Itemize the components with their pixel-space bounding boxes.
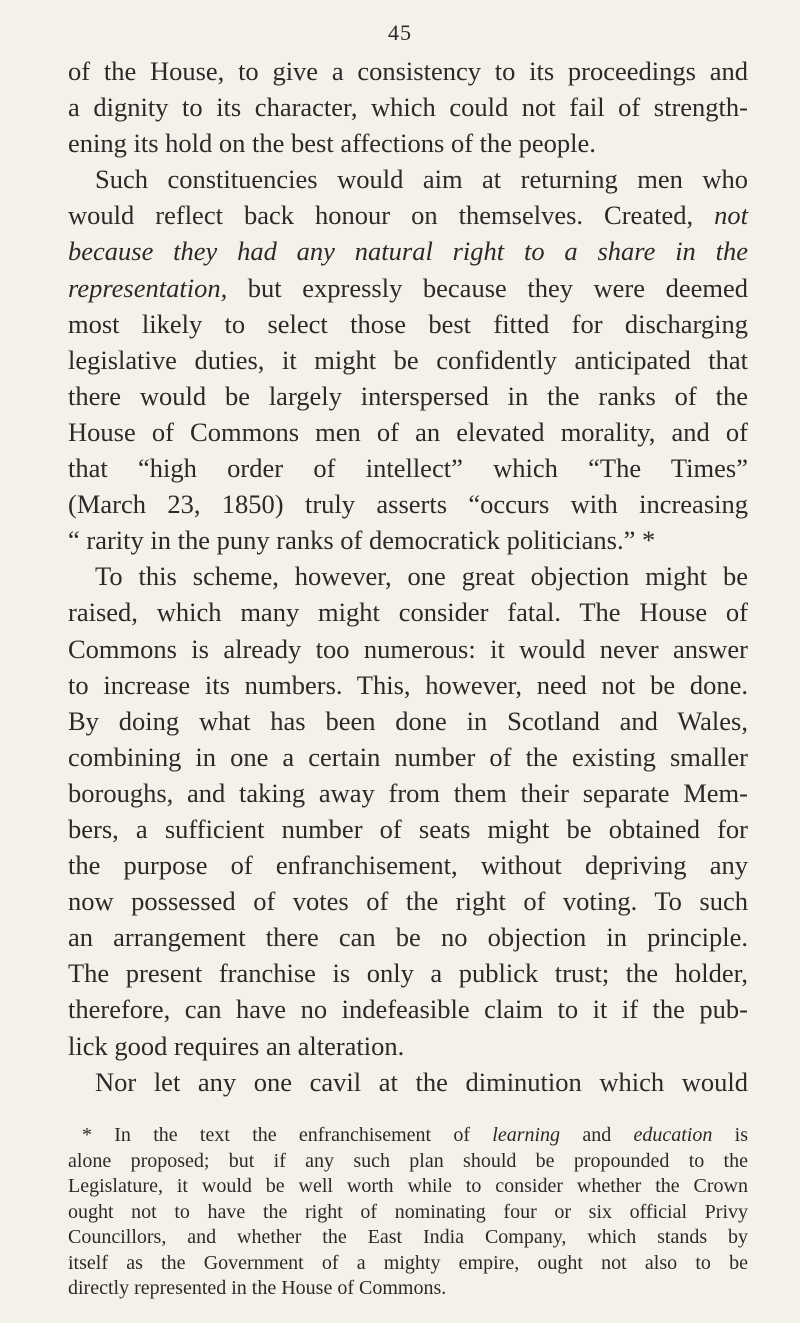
body-text	[68, 53, 748, 1100]
text-line: to increase its numbers. This, however, need not be done.	[68, 669, 748, 700]
text-line: Such constituencies would aim at returning men who	[95, 164, 748, 195]
italic-phrase: learning	[492, 1124, 561, 1146]
text-line: therefore, can have no indefeasible claim to it if the pub-	[68, 994, 748, 1025]
text-line: the purpose of enfranchisement, without depriving any	[68, 850, 748, 881]
footnote	[68, 1123, 748, 1302]
italic-phrase: because they had any natural right to a share in the	[68, 236, 748, 267]
text-line: By doing what has been done in Scotland and Wales,	[68, 705, 748, 736]
text-line: “ rarity in the puny ranks of democratick politicians.” *	[68, 525, 656, 556]
footnote-line: * In the text the enfranchisement of learning and education is	[82, 1124, 748, 1146]
text-line: Commons is already too numerous: it would never answer	[68, 633, 748, 664]
text-line: To this scheme, however, one great objection might be	[95, 561, 748, 592]
italic-phrase: representation,	[68, 272, 228, 303]
text-line: now possessed of votes of the right of voting. To such	[68, 886, 748, 917]
footnote-line: itself as the Government of a mighty empire, ought not also to be	[68, 1251, 748, 1274]
text-line: a dignity to its character, which could not fail of strength-	[68, 92, 748, 123]
footnote-line: directly represented in the House of Commons.	[68, 1277, 447, 1299]
text-line: legislative duties, it might be confidently anticipated that	[68, 344, 748, 375]
text-line: lick good requires an alteration.	[68, 1030, 405, 1061]
italic-phrase: education	[633, 1124, 713, 1146]
text-line: The present franchise is only a publick trust; the holder,	[68, 958, 748, 989]
text-line: would reflect back honour on themselves. Created, not	[68, 200, 748, 231]
text-line: House of Commons men of an elevated morality, and of	[68, 416, 748, 447]
text-line: bers, a sufficient number of seats might be obtained for	[68, 813, 748, 844]
text-line: boroughs, and taking away from them their separate Mem-	[68, 777, 748, 808]
text-line: an arrangement there can be no objection in principle.	[68, 922, 748, 953]
footnote-line: Legislature, it would be well worth while to consider whether the Crown	[68, 1175, 748, 1197]
text-line: ening its hold on the best affections of the people.	[68, 128, 596, 159]
text-line: (March 23, 1850) truly asserts “occurs with increasing	[68, 489, 748, 520]
text-line: raised, which many might consider fatal. The House of	[68, 597, 748, 628]
text-line: there would be largely interspersed in the ranks of the	[68, 380, 748, 411]
text-line: combining in one a certain number of the existing smaller	[68, 741, 748, 772]
italic-phrase: not	[714, 200, 748, 231]
footnote-line: ought not to have the right of nominating four or six official Privy	[68, 1200, 748, 1223]
text-line: representation, but expressly because they were deemed	[68, 272, 748, 303]
text-line: Nor let any one cavil at the diminution which would	[95, 1066, 748, 1097]
text-line: most likely to select those best fitted for discharging	[68, 308, 748, 339]
footnote-line: Councillors, and whether the East India Company, which stands by	[68, 1226, 748, 1248]
text-line: of the House, to give a consistency to its proceedings and	[68, 56, 748, 86]
text-line	[68, 233, 748, 269]
footnote-line: alone proposed; but if any such plan should be propounded to the	[68, 1149, 748, 1172]
page-number: 45	[388, 20, 412, 45]
text-line: that “high order of intellect” which “The Times”	[68, 453, 748, 484]
